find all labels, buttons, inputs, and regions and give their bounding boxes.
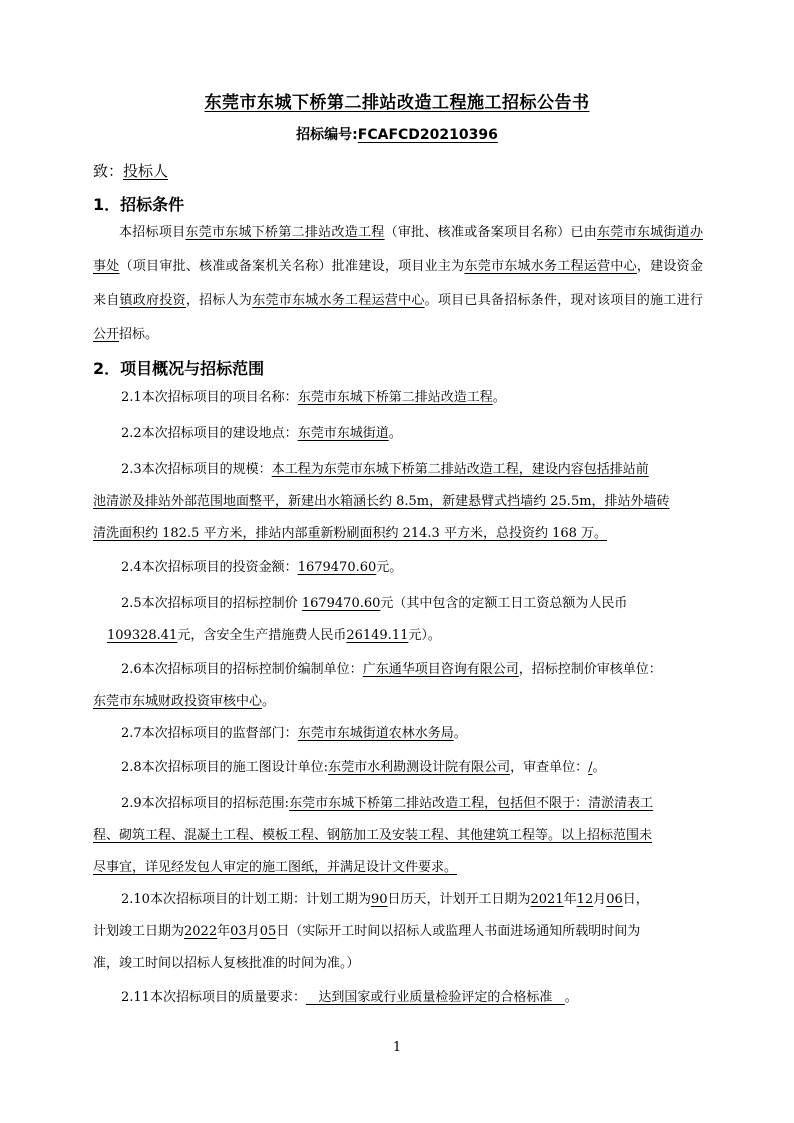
- bid-number: [0, 124, 794, 144]
- s1-approver: 东莞市东城街道办事处: [93, 225, 703, 274]
- s1-text: ，招标人为: [185, 293, 253, 308]
- punct: 。: [262, 694, 276, 709]
- punct: 。: [592, 760, 606, 775]
- scale-line: 清洗面积约 182.5 平方米，排站内部重新粉刷面积约 214.3 平方米，总投资约 168 万。: [93, 526, 608, 541]
- item-text: 日历天，计划开工日期为: [387, 892, 531, 907]
- scope-line: 程、砌筑工程、混凝土工程、模板工程、钢筋加工及安装工程、其他建筑工程等。以上招标范围未: [93, 828, 653, 843]
- safety-fee-value: 26149.11: [346, 628, 409, 643]
- scope-line: 尽事宜，详见经发包人审定的施工图纸，并满足设计文件要求。: [93, 860, 458, 875]
- item-2-9: [93, 788, 703, 884]
- start-day: 06: [606, 892, 623, 907]
- punct: 。: [453, 726, 467, 741]
- s1-method: 公开: [93, 327, 120, 342]
- s1-fund: 镇政府投资: [119, 293, 186, 308]
- item-2-10: [93, 884, 703, 980]
- investment-value: 1679470.60: [297, 560, 377, 575]
- s1-text: （项目审批、核准或备案机关名称）批准建设，项目业主为: [119, 259, 465, 274]
- greeting-target: 投标人: [123, 162, 169, 180]
- project-name-value: 东莞市东城下桥第二排站改造工程: [297, 390, 493, 405]
- punct: 。: [388, 426, 402, 441]
- punct: 。: [492, 390, 506, 405]
- item-label: 2.4本次招标项目的投资金额：: [121, 560, 298, 575]
- section-1-heading: 1．招标条件: [93, 195, 185, 214]
- punct: ，: [635, 892, 649, 907]
- item-text: 计划竣工日期为: [93, 924, 185, 939]
- item-2-4: [93, 552, 703, 584]
- item-label: 2.3本次招标项目的规模：: [121, 462, 272, 477]
- s1-tenderer: 东莞市东城水务工程运营中心: [252, 293, 425, 308]
- unit: 日: [622, 892, 636, 907]
- greeting-label: 致：: [93, 162, 124, 180]
- item-text: 元，含安全生产措施费人民币: [177, 628, 347, 643]
- scale-line: 本工程为东莞市东城下桥第二排站改造工程，建设内容包括排站前: [271, 462, 649, 477]
- unit: 年: [563, 892, 577, 907]
- item-text: （实际开工时间以招标人或监理人书面进场通知所载明时间为: [289, 924, 641, 939]
- wage-total-value: 109328.41: [107, 628, 178, 643]
- item-2-6: [93, 654, 703, 718]
- unit: 年: [217, 924, 231, 939]
- start-month: 12: [576, 892, 594, 907]
- item-2-7: [93, 718, 703, 750]
- greeting: [93, 160, 168, 181]
- unit: 月: [593, 892, 607, 907]
- control-price-value: 1679470.60: [301, 596, 381, 611]
- item-text: 准，竣工时间以招标人复核批准的时间为准。）: [93, 956, 360, 971]
- item-2-1: [93, 382, 703, 414]
- item-2-3: [93, 454, 703, 550]
- end-month: 03: [230, 924, 247, 939]
- designer-value: 东莞市水利勘测设计院有限公司: [328, 760, 511, 775]
- item-text: ，招标控制价审核单位：: [518, 662, 662, 677]
- item-2-2: [93, 418, 703, 450]
- section-1-paragraph: [93, 216, 703, 352]
- page-number: 1: [392, 1040, 402, 1055]
- supervisor-value: 东莞市东城街道农林水务局: [297, 726, 454, 741]
- s1-text: 本招标项目: [119, 225, 186, 240]
- s1-text: （审批、核准或备案项目名称）已由: [384, 225, 598, 240]
- s1-text: ，建设资金来自: [93, 259, 703, 308]
- quality-value: 达到国家或行业质量检验评定的合格标准: [305, 990, 565, 1005]
- s1-project-name: 东莞市东城下桥第二排站改造工程: [185, 225, 385, 240]
- s1-text: 招标。: [119, 327, 159, 342]
- punct: 。: [564, 990, 578, 1005]
- section-2-heading: 2．项目概况与招标范围: [93, 359, 265, 378]
- item-2-5: [93, 588, 703, 652]
- bid-number-value: FCAFCD20210396: [357, 127, 498, 143]
- item-label: 2.1本次招标项目的项目名称：: [121, 390, 298, 405]
- item-label: 2.7本次招标项目的监督部门：: [121, 726, 298, 741]
- unit: 月: [246, 924, 260, 939]
- item-label: 2.8本次招标项目的施工图设计单位:: [121, 760, 329, 775]
- item-label: 2.2本次招标项目的建设地点：: [121, 426, 298, 441]
- duration-days: 90: [370, 892, 388, 907]
- item-label: 2.11本次招标项目的质量要求：: [121, 990, 306, 1005]
- unit: 元。: [376, 560, 403, 575]
- scale-line: 池清淤及排站外部范围地面整平，新建出水箱涵长约 8.5m，新建悬臂式挡墙约 25.5m，排站外墙砖: [93, 494, 670, 509]
- bid-number-label: 招标编号:: [296, 127, 358, 143]
- item-text: 元（其中包含的定额工日工资总额为人民币: [380, 596, 628, 611]
- price-reviewer-value: 东莞市东城财政投资审核中心: [93, 694, 263, 709]
- item-label: 2.9本次招标项目的招标范围:: [121, 796, 290, 811]
- item-text: 元）。: [408, 628, 441, 643]
- end-day: 05: [259, 924, 277, 939]
- review-unit-value: /: [588, 760, 593, 775]
- s1-text: 。项目已具备招标条件，现对该项目的施工进行: [424, 293, 703, 308]
- unit: 日: [276, 924, 290, 939]
- location-value: 东莞市东城街道: [297, 426, 389, 441]
- s1-owner: 东莞市东城水务工程运营中心: [464, 259, 637, 274]
- item-label: 2.6本次招标项目的招标控制价编制单位：: [121, 662, 363, 677]
- item-2-11: [93, 982, 703, 1014]
- item-2-8: [93, 752, 703, 784]
- document-title: 东莞市东城下桥第二排站改造工程施工招标公告书: [204, 93, 590, 113]
- start-year: 2021: [530, 892, 564, 907]
- end-year: 2022: [184, 924, 218, 939]
- scope-line: 东莞市东城下桥第二排站改造工程，包括但不限于：清淤清表工: [289, 796, 654, 811]
- price-compiler-value: 广东通华项目咨询有限公司: [362, 662, 519, 677]
- item-text: 2.10本次招标项目的计划工期：计划工期为: [121, 892, 371, 907]
- item-label: 2.5本次招标项目的招标控制价: [121, 596, 298, 611]
- item-text: ，审查单位：: [510, 760, 589, 775]
